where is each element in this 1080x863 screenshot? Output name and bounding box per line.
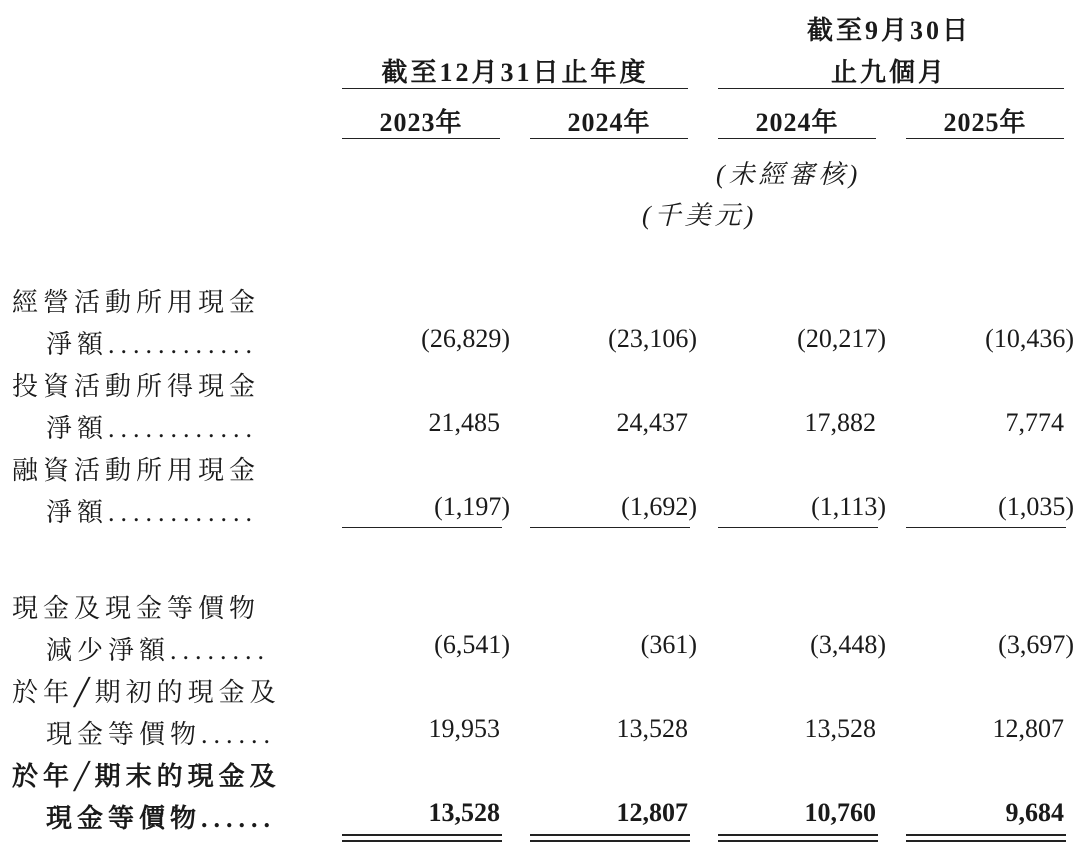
row-label-closing-cash-line1: 於年╱期末的現金及 [12, 762, 281, 791]
row-label-financing-line2: 淨額............ [46, 498, 259, 527]
cell-closing-cash-2024-9m: 10,760 [804, 798, 876, 827]
year-underline-2 [530, 138, 688, 139]
cell-operating-2023: (26,829) [421, 324, 510, 353]
total-double-rule-3 [718, 834, 878, 842]
year-header-4: 2025年 [943, 108, 1027, 137]
row-label-operating-line2: 淨額............ [46, 330, 259, 359]
year-underline-3 [718, 138, 876, 139]
cell-closing-cash-2025-9m: 9,684 [1005, 798, 1064, 827]
row-label-operating-line1: 經營活動所用現金 [12, 288, 261, 317]
year-header-2: 2024年 [567, 108, 651, 137]
cell-investing-2024: 24,437 [616, 408, 688, 437]
cell-opening-cash-2023: 19,953 [428, 714, 500, 743]
cell-investing-2024-9m: 17,882 [804, 408, 876, 437]
total-double-rule-2 [530, 834, 690, 842]
cell-closing-cash-2024: 12,807 [616, 798, 688, 827]
group-underline-nine-months [718, 88, 1064, 89]
cell-net-decrease-2023: (6,541) [434, 630, 510, 659]
cell-financing-2025-9m: (1,035) [998, 492, 1074, 521]
cell-net-decrease-2024: (361) [640, 630, 697, 659]
row-label-financing-line1: 融資活動所用現金 [12, 456, 261, 485]
subtotal-rule-1 [342, 527, 502, 528]
year-underline-1 [342, 138, 500, 139]
cell-opening-cash-2024-9m: 13,528 [804, 714, 876, 743]
group-header-nine-months-line1: 截至9月30日 [806, 16, 971, 45]
cell-investing-2023: 21,485 [428, 408, 500, 437]
cell-operating-2024-9m: (20,217) [797, 324, 886, 353]
year-header-3: 2024年 [755, 108, 839, 137]
group-underline-year-ended [342, 88, 688, 89]
total-double-rule-4 [906, 834, 1066, 842]
group-header-nine-months-line2: 止九個月 [830, 58, 947, 87]
subtotal-rule-2 [530, 527, 690, 528]
cell-opening-cash-2025-9m: 12,807 [992, 714, 1064, 743]
cell-net-decrease-2024-9m: (3,448) [810, 630, 886, 659]
row-label-closing-cash-line2: 現金等價物...... [46, 804, 277, 833]
year-underline-4 [906, 138, 1064, 139]
cell-operating-2024: (23,106) [608, 324, 697, 353]
unaudited-note: (未經審核) [716, 160, 862, 189]
row-label-investing-line2: 淨額............ [46, 414, 259, 443]
total-double-rule-1 [342, 834, 502, 842]
cell-financing-2024: (1,692) [621, 492, 697, 521]
cell-closing-cash-2023: 13,528 [428, 798, 500, 827]
row-label-investing-line1: 投資活動所得現金 [12, 372, 261, 401]
unit-note: (千美元) [642, 201, 758, 230]
row-label-net-decrease-line1: 現金及現金等價物 [12, 594, 261, 623]
cell-investing-2025-9m: 7,774 [1005, 408, 1064, 437]
cell-financing-2024-9m: (1,113) [811, 492, 886, 521]
group-header-year-ended: 截至12月31日止年度 [381, 58, 649, 87]
subtotal-rule-4 [906, 527, 1066, 528]
cell-financing-2023: (1,197) [434, 492, 510, 521]
row-label-net-decrease-line2: 減少淨額........ [46, 636, 271, 665]
row-label-opening-cash-line2: 現金等價物...... [46, 720, 277, 749]
cell-operating-2025-9m: (10,436) [985, 324, 1074, 353]
cell-net-decrease-2025-9m: (3,697) [998, 630, 1074, 659]
subtotal-rule-3 [718, 527, 878, 528]
cell-opening-cash-2024: 13,528 [616, 714, 688, 743]
row-label-opening-cash-line1: 於年╱期初的現金及 [12, 678, 281, 707]
year-header-1: 2023年 [379, 108, 463, 137]
